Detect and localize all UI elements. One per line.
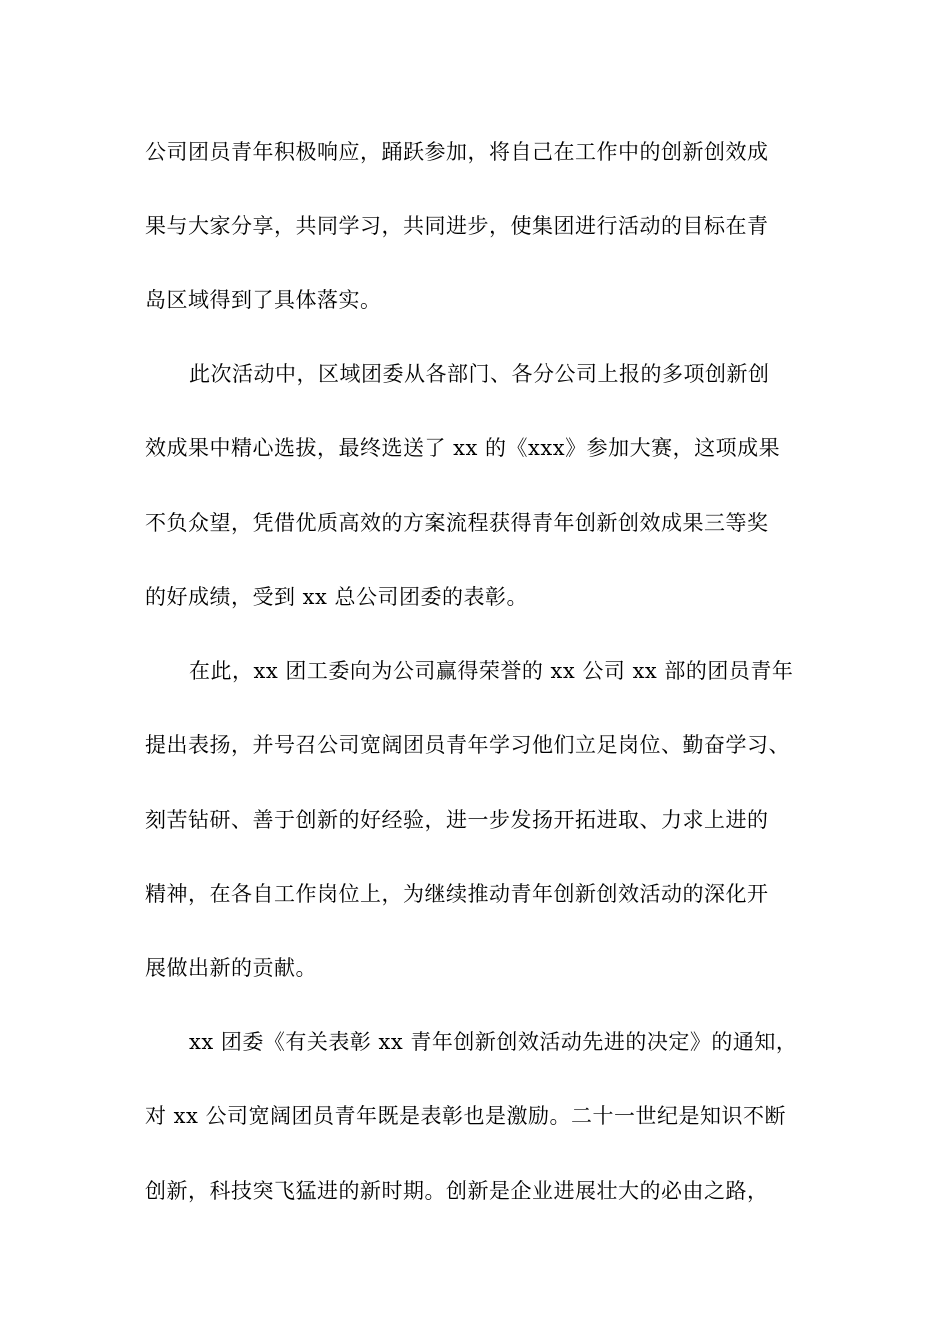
text-line: 不负众望，凭借优质高效的方案流程获得青年创新创效成果三等奖 — [145, 511, 769, 535]
paragraph-start-line: xx 团委《有关表彰 xx 青年创新创效活动先进的决定》的通知， — [189, 1030, 798, 1054]
paragraph-start-line: 此次活动中，区域团委从各部门、各分公司上报的多项创新创 — [189, 362, 770, 386]
text-line: 提出表扬，并号召公司宽阔团员青年学习他们立足岗位、勤奋学习、 — [145, 733, 790, 757]
text-line: 公司团员青年积极响应，踊跃参加，将自己在工作中的创新创效成 — [145, 140, 769, 164]
text-line: 展做出新的贡献。 — [145, 956, 317, 980]
text-line: 岛区域得到了具体落实。 — [145, 288, 382, 312]
text-line: 对 xx 公司宽阔团员青年既是表彰也是激励。二十一世纪是知识不断 — [145, 1104, 787, 1128]
text-line: 精神，在各自工作岗位上，为继续推动青年创新创效活动的深化开 — [145, 882, 769, 906]
text-line: 创新，科技突飞猛进的新时期。创新是企业进展壮大的必由之路， — [145, 1179, 769, 1203]
text-line: 果与大家分享，共同学习，共同进步，使集团进行活动的目标在青 — [145, 214, 769, 238]
text-line: 效成果中精心选拔，最终选送了 xx 的《xxx》参加大赛，这项成果 — [145, 436, 781, 460]
paragraph-start-line: 在此，xx 团工委向为公司赢得荣誉的 xx 公司 xx 部的团员青年 — [189, 659, 794, 683]
text-line: 刻苦钻研、善于创新的好经验，进一步发扬开拓进取、力求上进的 — [145, 808, 769, 832]
text-line: 的好成绩，受到 xx 总公司团委的表彰。 — [145, 585, 529, 609]
